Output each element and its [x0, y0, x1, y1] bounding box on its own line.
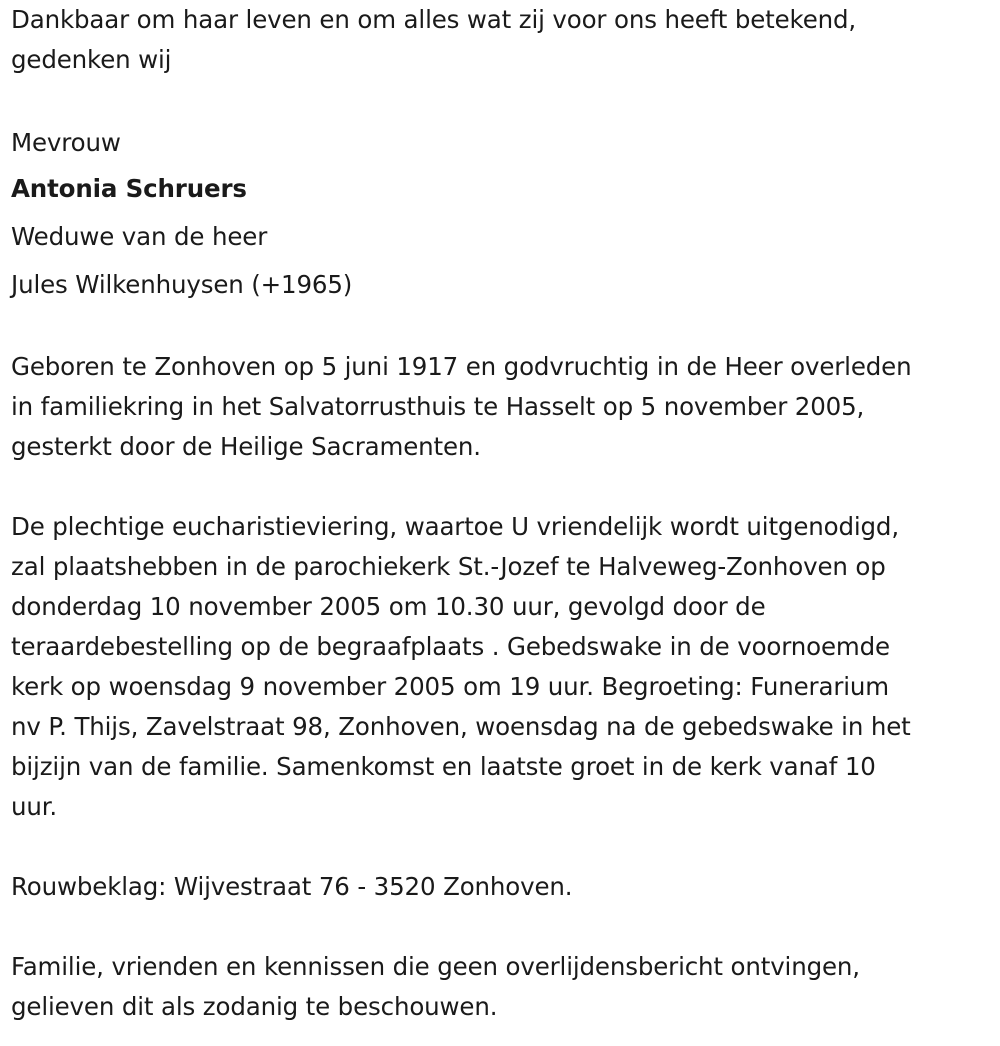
ceremony-line: De plechtige eucharistieviering, waartoe U vriendelijk wordt uitgenodigd, — [11, 512, 899, 541]
birth-death-line: in familiekring in het Salvatorrusthuis te Hasselt op 5 november 2005, — [11, 392, 865, 421]
condolence-paragraph — [11, 867, 996, 907]
paragraph-gap — [11, 907, 996, 947]
ceremony-line: nv P. Thijs, Zavelstraat 98, Zonhoven, woensdag na de gebedswake in het — [11, 712, 911, 741]
condolence-line: Rouwbeklag: Wijvestraat 76 - 3520 Zonhoven. — [11, 872, 573, 901]
person-name: Antonia Schruers — [11, 174, 247, 203]
intro-paragraph — [11, 0, 996, 80]
person-block — [11, 120, 996, 309]
person-spouse: Jules Wilkenhuysen (+1965) — [11, 270, 353, 299]
ceremony-line: donderdag 10 november 2005 om 10.30 uur, gevolgd door de — [11, 592, 766, 621]
closing-line: gelieven dit als zodanig te beschouwen. — [11, 992, 498, 1021]
birth-death-line: gesterkt door de Heilige Sacramenten. — [11, 432, 481, 461]
ceremony-line: zal plaatshebben in de parochiekerk St.-Jozef te Halveweg-Zonhoven op — [11, 552, 886, 581]
person-relation: Weduwe van de heer — [11, 222, 268, 251]
person-title: Mevrouw — [11, 128, 121, 157]
paragraph-gap — [11, 827, 996, 867]
birth-death-paragraph — [11, 347, 996, 467]
ceremony-line: bijzijn van de familie. Samenkomst en laatste groet in de kerk vanaf 10 — [11, 752, 876, 781]
closing-line: Familie, vrienden en kennissen die geen overlijdensbericht ontvingen, — [11, 952, 860, 981]
intro-line: Dankbaar om haar leven en om alles wat zij voor ons heeft betekend, — [11, 5, 857, 34]
closing-paragraph — [11, 947, 996, 1027]
ceremony-line: uur. — [11, 792, 58, 821]
paragraph-gap — [11, 80, 996, 120]
paragraph-gap — [11, 309, 996, 347]
obituary-document — [11, 0, 996, 1027]
ceremony-line: kerk op woensdag 9 november 2005 om 19 uur. Begroeting: Funerarium — [11, 672, 889, 701]
intro-line: gedenken wij — [11, 45, 172, 74]
ceremony-paragraph — [11, 507, 996, 827]
ceremony-line: teraardebestelling op de begraafplaats . Gebedswake in de voornoemde — [11, 632, 890, 661]
birth-death-line: Geboren te Zonhoven op 5 juni 1917 en godvruchtig in de Heer overleden — [11, 352, 912, 381]
paragraph-gap — [11, 467, 996, 507]
